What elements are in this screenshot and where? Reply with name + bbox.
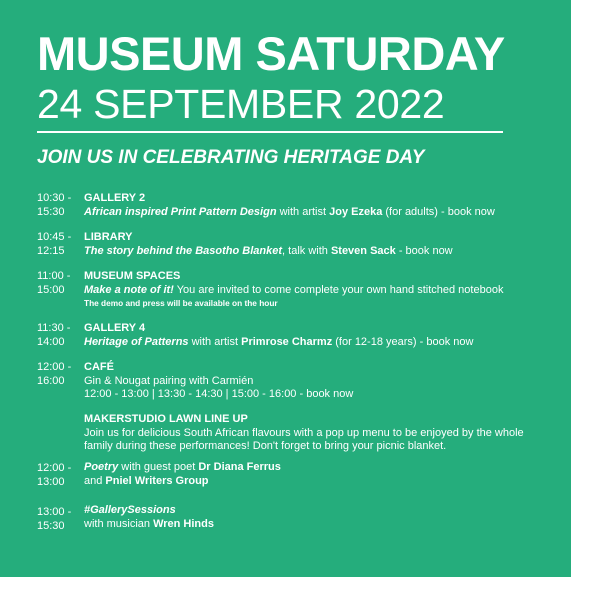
lawn-description: Join us for delicious South African flavours with a pop up menu to be enjoyed by the whole (84, 426, 524, 439)
performance-title: Poetry (84, 461, 119, 473)
event-item-gallery-2: GALLERY 2 African inspired Print Pattern Design with artist Joy Ezeka (for adults) - book now (84, 192, 495, 218)
event-time: 12:00 - 16:00 (37, 361, 72, 387)
poster-title: MUSEUM SATURDAY (37, 27, 505, 80)
lawn-heading: MAKERSTUDIO LAWN LINE UP (84, 413, 248, 425)
poster-tagline: JOIN US IN CELEBRATING HERITAGE DAY (37, 147, 425, 168)
event-item-museum-spaces: MUSEUM SPACES Make a note of it! You are invited to come complete your own hand stitched notebook The demo and press will be available on the hour (84, 270, 504, 308)
event-activity: African inspired Print Pattern Design (84, 205, 277, 218)
event-note: The demo and press will be available on the hour (84, 298, 278, 308)
event-time: 11:30 - 14:00 (37, 322, 71, 348)
performance-item-gallery-sessions: #GallerySessions with musician Wren Hinds (84, 504, 214, 530)
event-schedule: 12:00 - 13:00 | 13:30 - 14:30 | 15:00 - 16:00 - book now (84, 388, 354, 400)
event-activity: The story behind the Basotho Blanket (84, 244, 283, 257)
event-venue: CAFÉ (84, 361, 114, 373)
performance-person: Dr Diana Ferrus (198, 461, 281, 473)
poster-date: 24 SEPTEMBER 2022 (37, 81, 445, 127)
event-venue: GALLERY 2 (84, 192, 146, 204)
event-time: 10:45 - 12:15 (37, 231, 72, 257)
title-divider (37, 131, 503, 133)
event-item-gallery-4: GALLERY 4 Heritage of Patterns with artist Primrose Charmz (for 12-18 years) - book now (84, 322, 474, 348)
performance-item-poetry: Poetry with guest poet Dr Diana Ferrus and Pniel Writers Group (84, 461, 281, 487)
event-time: 11:00 - 15:00 (37, 270, 71, 296)
event-item-library: LIBRARY The story behind the Basotho Blanket, talk with Steven Sack - book now (84, 231, 453, 257)
event-activity: Heritage of Patterns (84, 335, 189, 348)
event-venue: LIBRARY (84, 231, 133, 243)
event-person: Primrose Charmz (241, 335, 333, 348)
performance-time: 13:00 - 15:30 (37, 506, 72, 532)
event-description: Gin & Nougat pairing with Carmién (84, 374, 254, 387)
event-person: Joy Ezeka (329, 205, 383, 218)
performance-time: 12:00 - 13:00 (37, 462, 72, 488)
event-venue: MUSEUM SPACES (84, 270, 181, 282)
event-venue: GALLERY 4 (84, 322, 146, 334)
event-item-cafe (84, 361, 353, 402)
performance-title: #GallerySessions (84, 504, 176, 516)
lawn-lineup (84, 413, 524, 454)
performance-person: Pniel Writers Group (105, 474, 209, 487)
event-activity: Make a note of it! (84, 283, 174, 296)
performance-person: Wren Hinds (153, 517, 214, 530)
event-person: Steven Sack (330, 244, 396, 257)
lawn-description: family during these performances! Don't forget to bring your picnic blanket. (84, 440, 447, 452)
event-time: 10:30 - 15:30 (37, 192, 72, 218)
